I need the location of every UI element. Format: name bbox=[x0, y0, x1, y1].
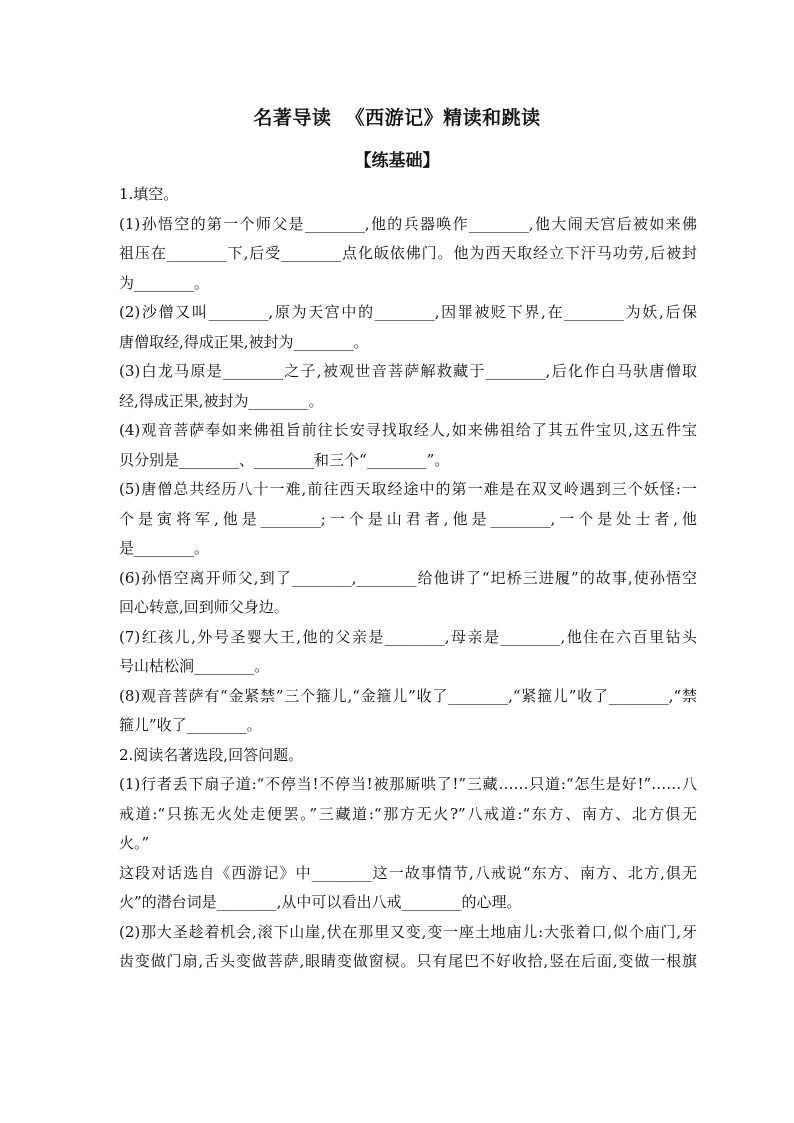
document-body bbox=[119, 180, 697, 977]
text-line: 是________。 bbox=[119, 539, 210, 557]
question-heading-2: 2.阅读名著选段,回答问题。 bbox=[119, 745, 304, 764]
text-line: (1)孙悟空的第一个师父是________,他的兵器唤作________,他大闹天宫后被如来佛 bbox=[119, 214, 697, 233]
text-line: 戒道:“只拣无火处走便罢。”三藏道:“那方无火?”八戒道:“东方、南方、北方俱无 bbox=[119, 804, 697, 823]
text-line: 号山枯松涧________。 bbox=[119, 657, 270, 675]
text-line: (5)唐僧总共经历八十一难,前往西天取经途中的第一难是在双叉岭遇到三个妖怪:一 bbox=[119, 480, 697, 498]
text-line: 火”的潜台词是________,从中可以看出八戒________的心理。 bbox=[119, 893, 522, 911]
text-line: 箍儿”收了________。 bbox=[119, 716, 262, 734]
text-line: 齿变做门扇,舌头变做菩萨,眼睛变做窗棂。只有尾巴不好收拾,竖在后面,变做一根旗 bbox=[119, 952, 697, 970]
text-line: (8)观音菩萨有“金紧禁”三个箍儿,“金箍儿”收了________,“紧箍儿”收了________,“禁 bbox=[119, 686, 697, 705]
section-heading: 【练基础】 bbox=[354, 151, 440, 171]
text-line: 经,得成正果,被封为________。 bbox=[119, 391, 324, 410]
text-line: (2)沙僧又叫________,原为天宫中的________,因罪被贬下界,在________为妖,后保 bbox=[119, 303, 697, 321]
text-line: (2)那大圣趁着机会,滚下山崖,伏在那里又变,变一座土地庙儿:大张着口,似个庙门,牙 bbox=[119, 922, 697, 941]
text-line: (1)行者丢下扇子道:“不停当!不停当!被那厮哄了!”三藏……只道:“怎生是好!”……八 bbox=[119, 775, 697, 793]
text-line: 回心转意,回到师父身边。 bbox=[119, 598, 289, 616]
text-line: 火。” bbox=[119, 834, 150, 852]
text-line: 为________。 bbox=[119, 273, 210, 292]
text-line: 这段对话选自《西游记》中________这一故事情节,八戒说“东方、南方、北方,俱无 bbox=[119, 863, 697, 882]
text-line: (3)白龙马原是________之子,被观世音菩萨解救藏于________,后化作白马驮唐僧取 bbox=[119, 362, 697, 380]
text-line: 贝分别是________、________和三个“________”。 bbox=[119, 450, 450, 469]
text-line: 唐僧取经,得成正果,被封为________。 bbox=[119, 332, 369, 351]
text-line: 个是寅将军,他是________;一个是山君者,他是________,一个是处士者,他 bbox=[119, 509, 697, 528]
text-line: (6)孙悟空离开师父,到了________,________给他讲了“圯桥三进履”的故事,使孙悟空 bbox=[119, 568, 697, 587]
question-heading-1: 1.填空。 bbox=[119, 185, 179, 203]
text-line: 祖压在________下,后受________点化皈依佛门。他为西天取经立下汗马功劳,后被封 bbox=[119, 244, 697, 262]
text-line: (4)观音菩萨奉如来佛祖旨前往长安寻找取经人,如来佛祖给了其五件宝贝,这五件宝 bbox=[119, 421, 697, 439]
text-line: (7)红孩儿,外号圣婴大王,他的父亲是________,母亲是________,他住在六百里钻头 bbox=[119, 627, 697, 646]
document-title: 名著导读 《西游记》精读和跳读 bbox=[253, 107, 541, 129]
